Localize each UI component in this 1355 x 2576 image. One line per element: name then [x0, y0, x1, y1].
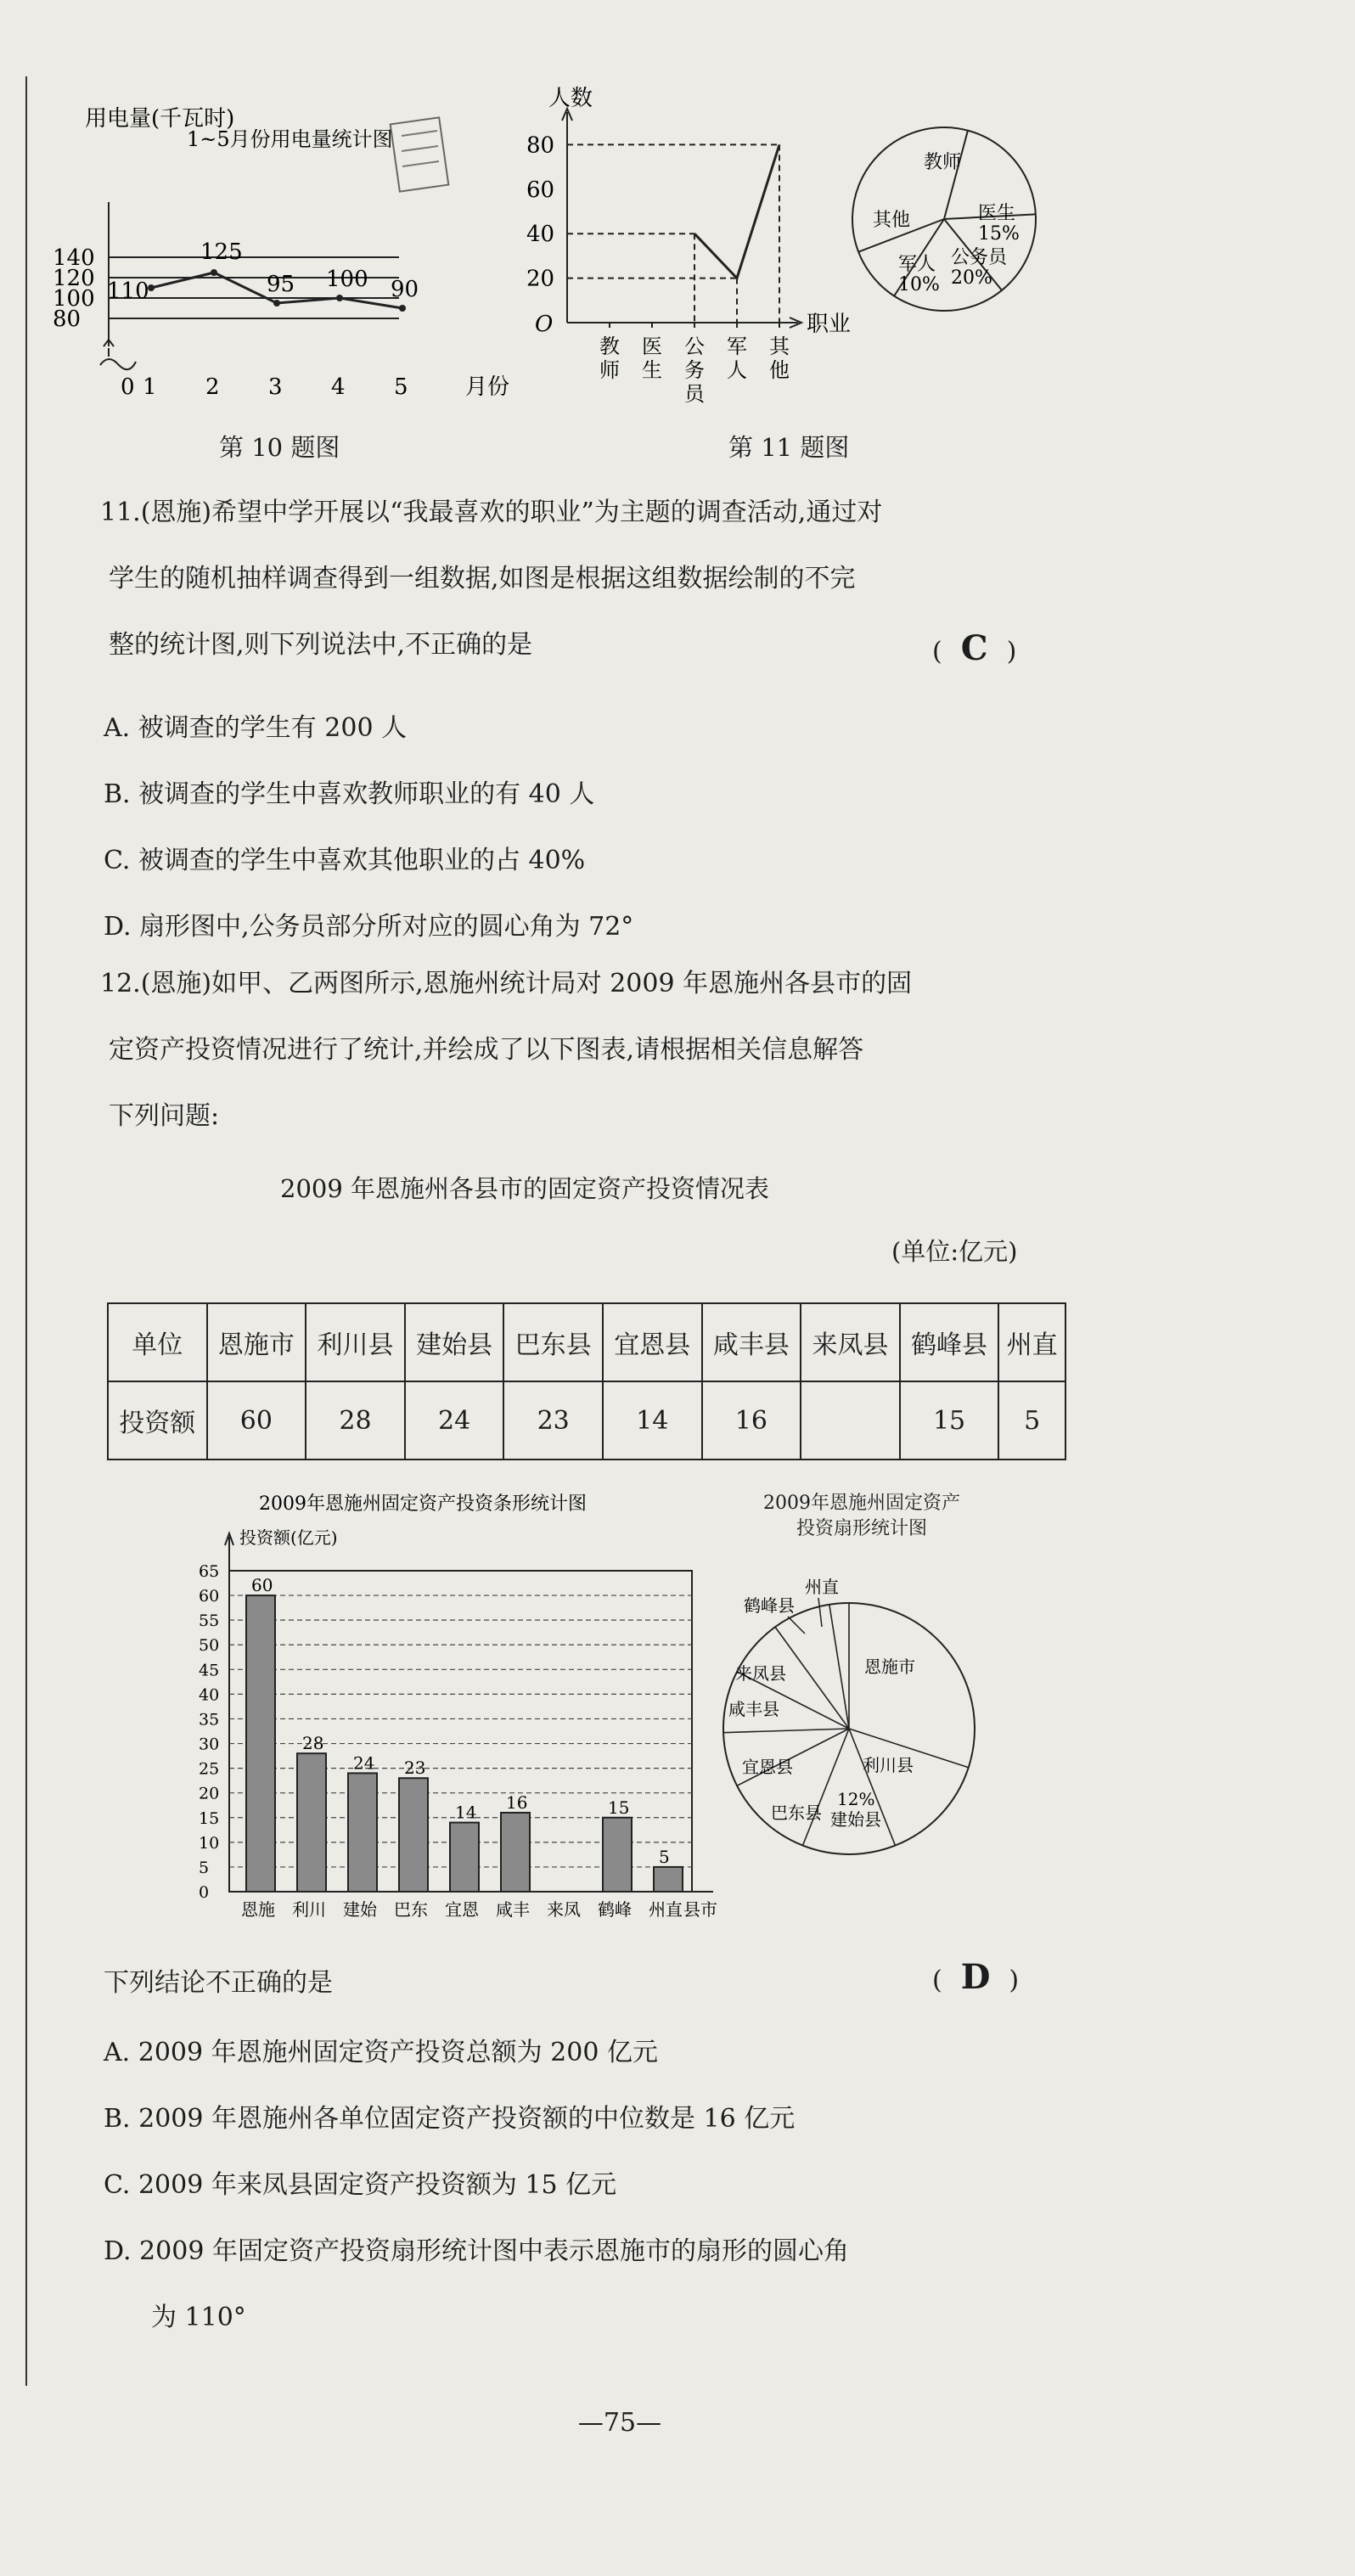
pie-chart-title: [726, 1491, 998, 1542]
table-cell: 28: [306, 1381, 405, 1460]
bar-y-tick: 0: [199, 1883, 210, 1902]
table-header-cell: 巴东县: [503, 1303, 603, 1381]
q12-pie-slice-edge: [829, 1605, 849, 1729]
fig11-pie-label: 军人 10%: [898, 254, 940, 295]
fig11-x-tick: 教师: [599, 335, 620, 382]
fig10-data-label: 125: [200, 239, 243, 265]
q11-answer: C: [960, 628, 988, 668]
bar: [501, 1813, 530, 1892]
fig10-point: [399, 305, 406, 312]
q12-option-d-cont: 为 110°: [151, 2303, 246, 2332]
q12-table-title: 2009 年恩施州各县市的固定资产投资情况表: [280, 1174, 770, 1203]
q12-pie-label: 咸丰县: [728, 1699, 779, 1719]
table-row-header: [108, 1303, 1065, 1381]
q12-stem: [100, 951, 1077, 1150]
table-header-cell: 单位: [108, 1303, 207, 1381]
pie-title-line-1: 2009年恩施州固定资产: [763, 1493, 960, 1514]
fig11-y-tick: 80: [526, 132, 555, 159]
bar-x-tick: 利川: [292, 1899, 326, 1920]
page-margin-line: [25, 76, 27, 2386]
stamp-logo: [391, 117, 449, 191]
q12-pie-label: 鹤峰县: [744, 1595, 795, 1616]
fig10-point: [336, 295, 343, 301]
table-cell: 60: [207, 1381, 306, 1460]
fig11-line-chart: [526, 76, 883, 408]
fig10-point: [211, 269, 217, 276]
bar: [246, 1595, 275, 1892]
fig10-y-tick: 140: [53, 245, 95, 271]
q11-line-1: 11.(恩施)希望中学开展以“我最喜欢的职业”为主题的调查活动,通过对: [100, 498, 883, 527]
fig11-x-tick: 其他: [769, 335, 790, 382]
table-header-cell: 咸丰县: [702, 1303, 801, 1381]
bar: [297, 1753, 326, 1892]
bar: [654, 1867, 683, 1892]
bar-x-tick: 鹤峰: [598, 1899, 632, 1920]
fig11-y-tick: 20: [526, 266, 555, 292]
fig11-x-tick: 医生: [642, 335, 662, 382]
fig11-caption: 第 11 题图: [728, 433, 850, 462]
bar: [603, 1818, 632, 1892]
bar-chart-xlabel: 县市: [683, 1899, 717, 1920]
fig11-pie-label: 医生 15%: [978, 203, 1020, 245]
bar-chart-ylabel: 投资额(亿元): [239, 1527, 338, 1548]
bar-y-tick: 5: [199, 1858, 210, 1877]
table-cell: 16: [702, 1381, 801, 1460]
q12-pie-label: 利川县: [863, 1755, 914, 1775]
q11-option-a: A. 被调查的学生有 200 人: [104, 713, 408, 743]
bar-y-tick: 50: [199, 1636, 220, 1656]
fig11-ylabel: 人数: [548, 86, 593, 111]
bar-y-tick: 15: [199, 1808, 220, 1828]
fig10-y-tick: 100: [53, 286, 95, 312]
q11-option-c: C. 被调查的学生中喜欢其他职业的占 40%: [104, 846, 586, 875]
fig11-pie-label: 其他: [873, 210, 911, 231]
bar-x-tick: 建始: [343, 1899, 377, 1920]
fig11-origin: O: [535, 312, 554, 337]
bar-x-tick: 州直: [649, 1899, 683, 1920]
fig10-y-tick: 80: [53, 307, 82, 332]
bar-y-tick: 30: [199, 1735, 220, 1754]
pie-title-line-2: 投资扇形统计图: [796, 1518, 927, 1539]
bar: [399, 1778, 428, 1892]
table-header-cell: 利川县: [306, 1303, 405, 1381]
fig10-x-tick: 5: [394, 374, 408, 400]
fig11-pie-label: 教师: [924, 152, 962, 173]
bar-value-label: 16: [506, 1791, 528, 1813]
q12-answer-bracket: ( D ): [932, 1957, 1020, 1997]
fig10-y-tick: 120: [53, 266, 95, 291]
q12-option-a: A. 2009 年恩施州固定资产投资总额为 200 亿元: [104, 2038, 658, 2067]
fig11-x-tick: 军人: [727, 335, 747, 382]
bar-y-tick: 40: [199, 1685, 220, 1705]
fig10-x-tick: 1: [143, 374, 157, 400]
table-cell: 23: [503, 1381, 603, 1460]
table-header-cell: 州直: [998, 1303, 1065, 1381]
q12-pie-label: 恩施市: [864, 1656, 915, 1677]
q12-answer: D: [960, 1957, 991, 1997]
q11-option-b: B. 被调查的学生中喜欢教师职业的有 40 人: [104, 779, 595, 809]
q12-pie-chart: [713, 1571, 993, 1876]
bar-x-tick: 巴东: [394, 1899, 428, 1920]
fig10-x-tick: 3: [268, 374, 283, 400]
q12-pie-label: 巴东县: [771, 1803, 822, 1823]
fig10-data-label: 100: [326, 267, 368, 292]
bar-y-tick: 10: [199, 1833, 220, 1853]
fig11-pie-label: 公务员 20%: [951, 247, 1008, 289]
q12-pie-label: 12%建始县: [830, 1789, 881, 1830]
bar-y-tick: 60: [199, 1587, 220, 1606]
fig11-series-line: [694, 144, 779, 278]
table-header-cell: 建始县: [405, 1303, 504, 1381]
q12-pie-label: 州直: [805, 1577, 839, 1597]
q11-answer-bracket: ( C ): [932, 628, 1017, 668]
bar-value-label: 60: [251, 1575, 273, 1596]
fig11-pie-slice-edge: [944, 131, 968, 219]
fig11-x-tick: 公务员: [684, 335, 705, 406]
table-cell: 15: [900, 1381, 999, 1460]
bar: [450, 1823, 479, 1892]
fig10-title: 1~5月份用电量统计图: [187, 127, 393, 151]
bar-y-tick: 35: [199, 1710, 220, 1730]
bar-y-tick: 25: [199, 1759, 220, 1779]
bar-chart-title: 2009年恩施州固定资产投资条形统计图: [259, 1493, 587, 1515]
q12-pie-slice-edge: [723, 1729, 849, 1733]
fig10-data-label: 95: [267, 272, 295, 297]
table-cell: 投资额: [108, 1381, 207, 1460]
q12-option-c: C. 2009 年来凤县固定资产投资额为 15 亿元: [104, 2170, 617, 2200]
q12-line-1: 12.(恩施)如甲、乙两图所示,恩施州统计局对 2009 年恩施州各县市的固: [100, 969, 913, 998]
bar-y-tick: 45: [199, 1661, 220, 1680]
q12-bar-chart: [195, 1484, 739, 1934]
bar-value-label: 23: [404, 1758, 426, 1779]
fig11-pie-chart: [841, 119, 1053, 331]
table-header-cell: 来凤县: [801, 1303, 900, 1381]
bar-value-label: 24: [353, 1752, 375, 1774]
bar-x-tick: 咸丰: [496, 1899, 530, 1920]
table-header-cell: 恩施市: [207, 1303, 306, 1381]
table-cell: 24: [405, 1381, 504, 1460]
q12-investment-table: [107, 1302, 1066, 1460]
fig10-x-tick: 0: [121, 374, 135, 400]
q12-line-2: 定资产投资情况进行了统计,并绘成了以下图表,请根据相关信息解答: [109, 1035, 864, 1065]
fig10-xlabel: 月份: [465, 374, 510, 400]
fig10-x-tick: 2: [205, 374, 220, 400]
fig10-point: [273, 300, 280, 307]
table-cell: [801, 1381, 900, 1460]
table-cell: 14: [603, 1381, 702, 1460]
bar-value-label: 5: [659, 1846, 670, 1867]
bar-value-label: 14: [455, 1802, 477, 1823]
bar-y-tick: 20: [199, 1784, 220, 1803]
q12-pie-label: 宜恩县: [742, 1757, 793, 1777]
table-row-values: [108, 1381, 1065, 1460]
q12-pie-slice-edge: [775, 1627, 849, 1729]
q12-option-b: B. 2009 年恩施州各单位固定资产投资额的中位数是 16 亿元: [104, 2104, 796, 2134]
q12-option-d: D. 2009 年固定资产投资扇形统计图中表示恩施市的扇形的圆心角: [104, 2236, 849, 2266]
fig10-ylabel: 用电量(千瓦时): [85, 106, 235, 132]
q11-option-d: D. 扇形图中,公务员部分所对应的圆心角为 72°: [104, 912, 634, 942]
fig11-xlabel: 职业: [807, 312, 852, 337]
fig10-caption: 第 10 题图: [219, 433, 340, 462]
fig10-x-tick: 4: [331, 374, 346, 400]
q11-line-3: 整的统计图,则下列说法中,不正确的是: [109, 630, 533, 660]
q12-question: 下列结论不正确的是: [104, 1968, 333, 1998]
fig10-line-chart: [51, 76, 526, 408]
bar-x-tick: 宜恩: [445, 1899, 479, 1920]
fig10-data-label: 90: [391, 277, 419, 302]
q11-line-2: 学生的随机抽样调查得到一组数据,如图是根据这组数据绘制的不完: [109, 564, 856, 593]
table-header-cell: 鹤峰县: [900, 1303, 999, 1381]
table-cell: 5: [998, 1381, 1065, 1460]
bar-x-tick: 恩施: [241, 1899, 275, 1920]
bar-y-tick: 65: [199, 1562, 220, 1581]
q11-stem: [100, 480, 1077, 678]
q12-pie-label: 来凤县: [735, 1663, 786, 1684]
bar-y-tick: 55: [199, 1611, 220, 1631]
table-header-cell: 宜恩县: [603, 1303, 702, 1381]
bar-value-label: 15: [608, 1797, 630, 1818]
fig10-data-label: 110: [107, 278, 149, 304]
q12-table-unit: (单位:亿元): [891, 1237, 1018, 1266]
bar-x-tick: 来凤: [547, 1899, 581, 1920]
fig11-y-tick: 40: [526, 222, 555, 248]
fig11-y-tick: 60: [526, 177, 555, 203]
q12-line-3: 下列问题:: [109, 1101, 220, 1131]
bar-value-label: 28: [302, 1733, 324, 1754]
bar: [348, 1773, 377, 1892]
page-number: —75—: [577, 2408, 662, 2438]
